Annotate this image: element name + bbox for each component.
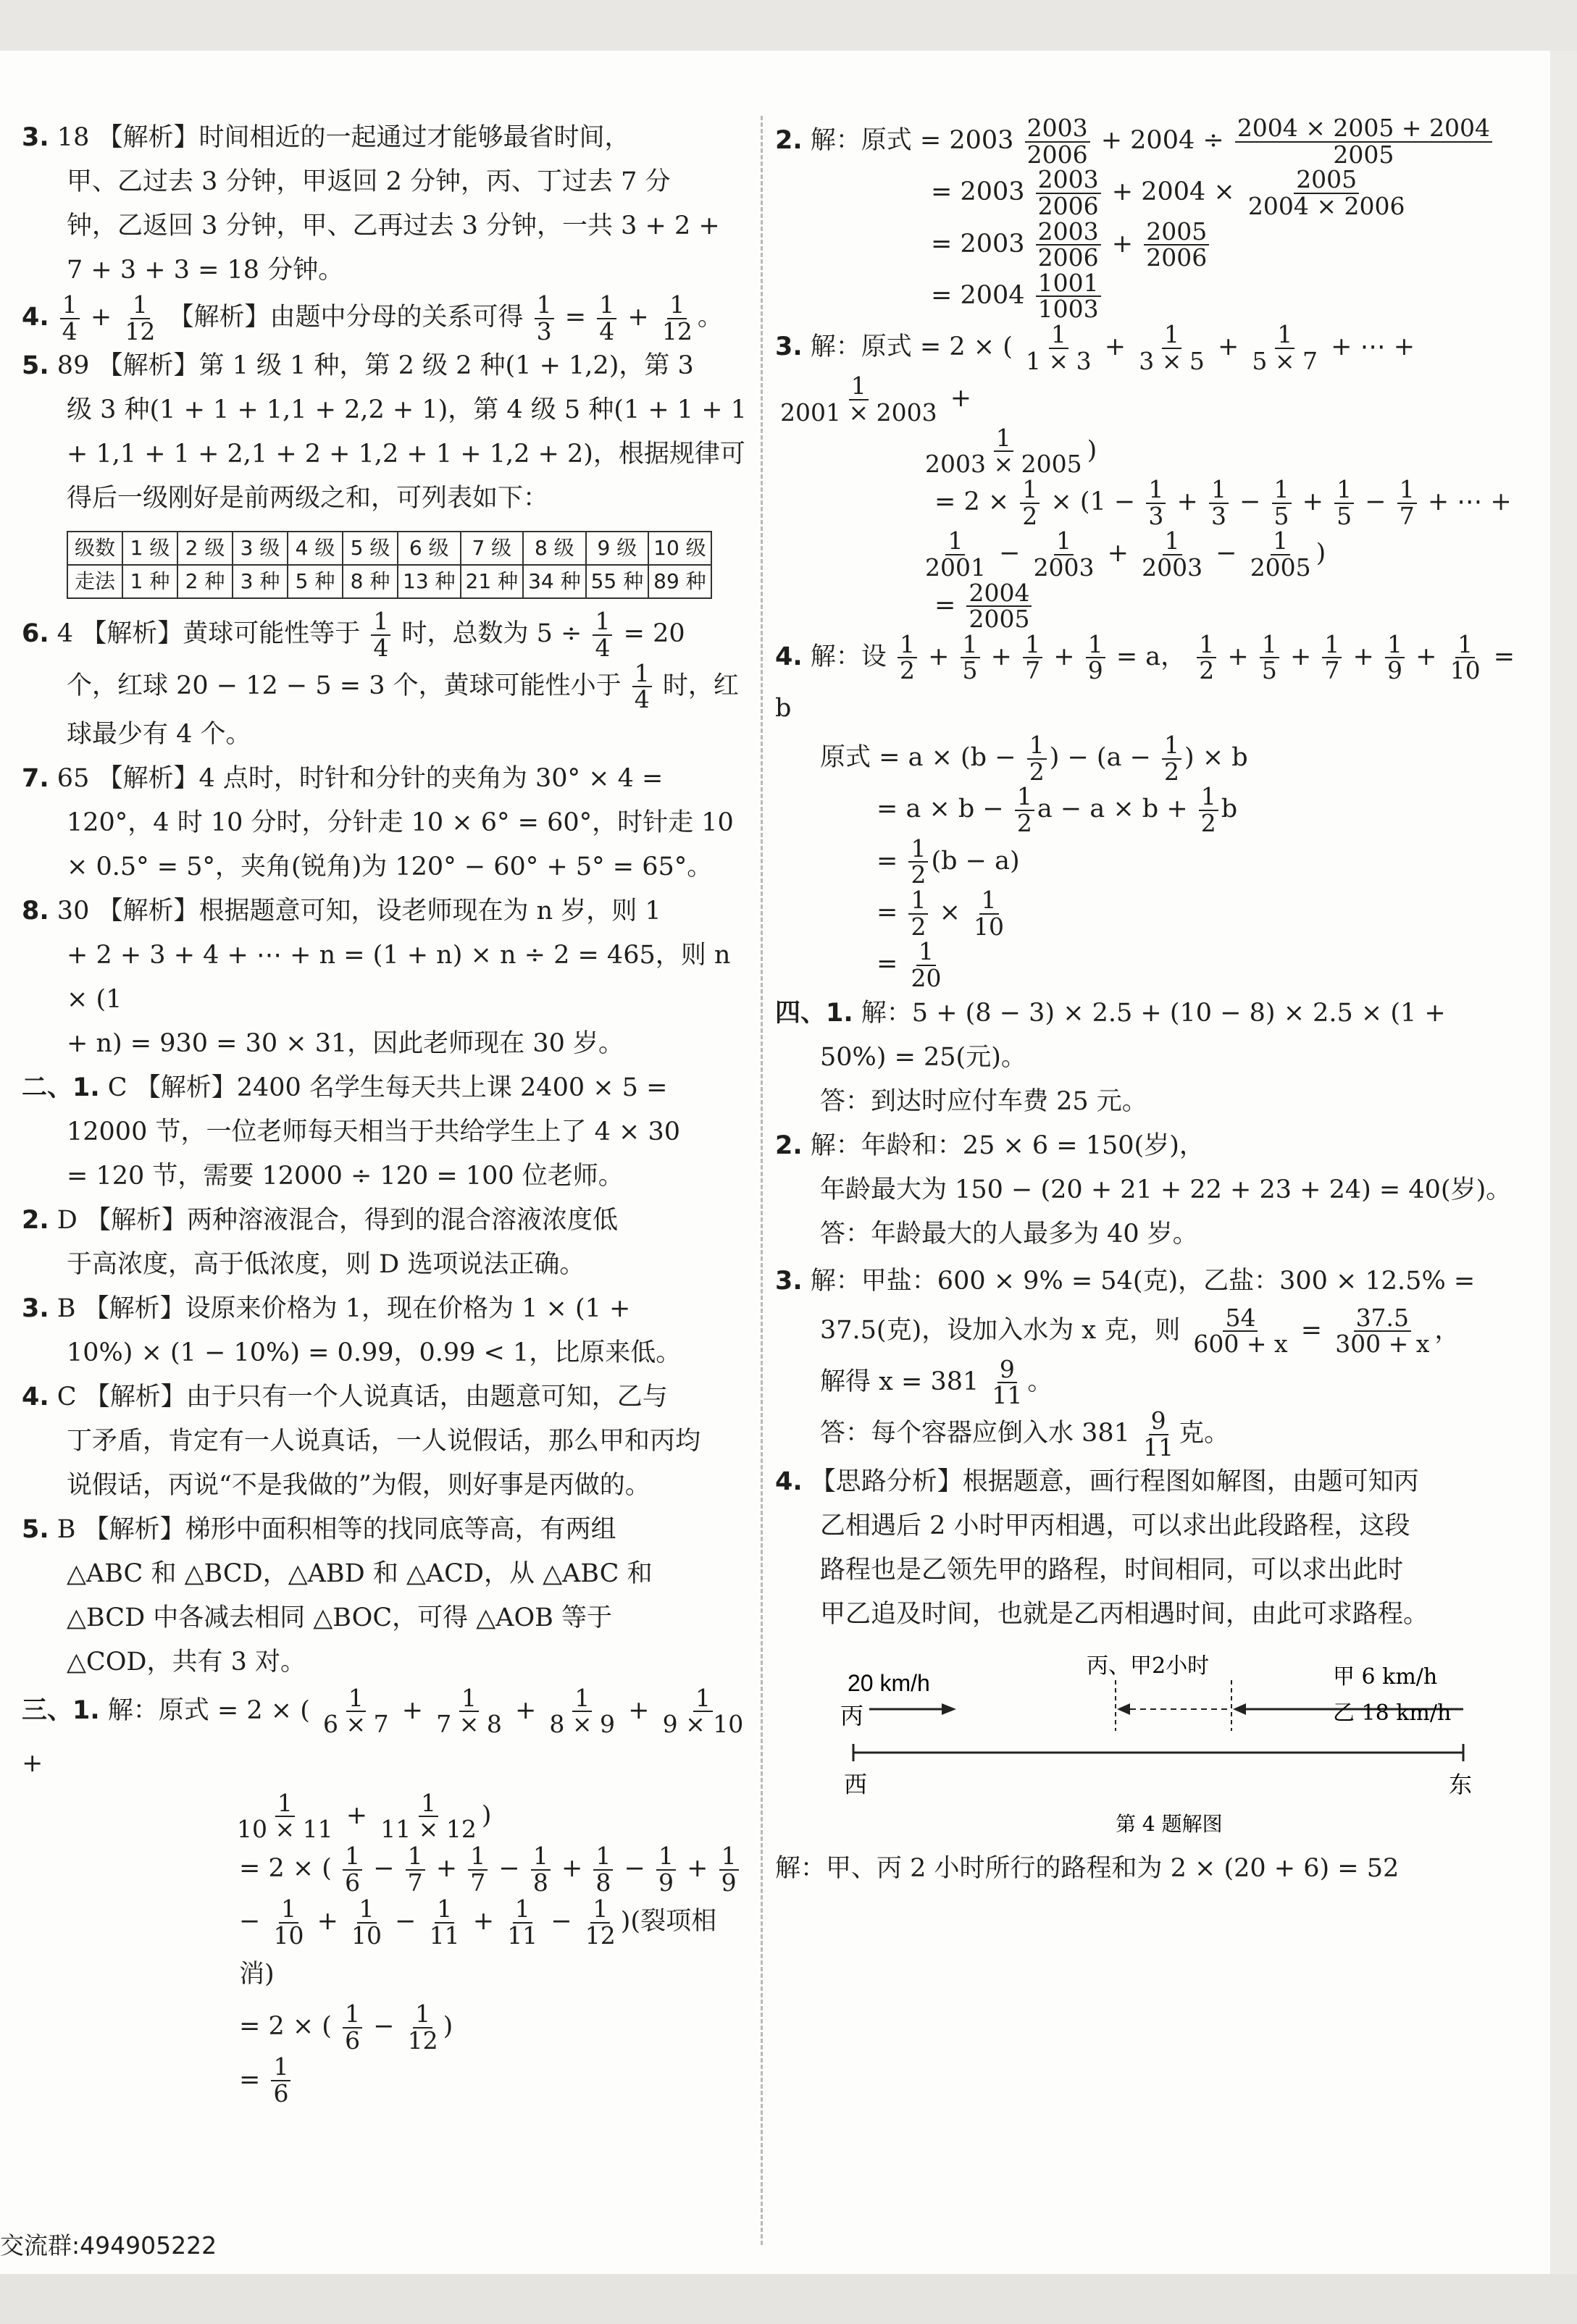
fraction: $\frac{1}{8 \times 9}$ xyxy=(549,1683,616,1739)
answer-text: 克。 xyxy=(1179,1419,1230,1448)
answer-text: 得后一级刚好是前两级之和，可列表如下： xyxy=(67,484,549,513)
fraction: $\frac{1}{2}$ xyxy=(1197,632,1216,684)
section3-answer-3: 3. 解：原式 = 2 × ( $\frac{1}{1 \times 3}$ + $\frac{1}{3 \times 5}$ + $\frac{1}{5 \times 7}$ + ⋯ + $\frac{1}{2001 \times 2003}$ + $\frac{1}{2003 \times 2005}$ ) = 2 × $\frac{1}{2}$ × (1 − $\frac{1}{3}$ + $\frac{1}{3}$ − $\frac{1}{5}$ + $\frac{1}{5}$ − $\frac{1}{7}$ + ⋯ + $\frac{1}{2001}$ − $\frac{1}{2003}$ + $\frac{1}{2003}$ − $\frac{1}{2005}$ ) = $\frac{2004}{2005}$ xyxy=(775,320,1512,634)
fraction: $\frac{1}{2}$ xyxy=(1199,784,1218,836)
fraction: $\frac{2003}{2006}$ xyxy=(1025,116,1090,167)
table-cell: 10 级 xyxy=(648,532,711,565)
table-cell: 2 级 xyxy=(177,532,233,565)
fraction: $\frac{1}{6 \times 7}$ xyxy=(323,1683,389,1739)
answer-text: 时，红 xyxy=(662,671,739,700)
answer-text: 【思路分析】根据题意，画行程图如解图，由题可知丙 xyxy=(810,1467,1419,1497)
punctuation: 。 xyxy=(697,303,723,332)
answer-8 xyxy=(22,889,750,1066)
fraction: $\frac{9}{11}$ xyxy=(992,1354,1023,1410)
section2-answer-5 xyxy=(22,1508,750,1685)
table-cell: 2 种 xyxy=(177,565,233,598)
fraction: $\frac{1}{7}$ xyxy=(468,1844,488,1895)
table-cell: 7 级 xyxy=(461,532,524,565)
item-number: 二、1. xyxy=(22,1073,100,1102)
section2-answer-3 xyxy=(22,1287,750,1375)
answer-text: 个，红球 20 − 12 − 5 = 3 个，黄球可能性小于 xyxy=(67,671,622,700)
speed-bing-label: 20 km/h xyxy=(848,1670,930,1697)
section4-answer-1 xyxy=(775,991,1536,1124)
answer-text: 解：原式 = 2 × ( xyxy=(810,332,1013,362)
answer-text: 钟，乙返回 3 分钟，甲、乙再过去 3 分钟，一共 3 + 2 + xyxy=(67,211,720,240)
answer-text: 路程也是乙领先甲的路程，时间相同，可以求出此时 xyxy=(820,1556,1404,1585)
answer-text: 37.5(克)，设加入水为 x 克，则 xyxy=(820,1315,1181,1345)
item-number: 4. xyxy=(22,1382,49,1411)
answer-text: 年龄最大为 150 − (20 + 21 + 22 + 23 + 24) = 40(岁)。 xyxy=(820,1175,1512,1204)
speed-jia-label: 甲 6 km/h xyxy=(1333,1664,1438,1690)
answer-text: 甲乙追及时间，也就是乙丙相遇时间，由此可求路程。 xyxy=(820,1600,1429,1629)
table-cell: 3 种 xyxy=(233,565,288,598)
fraction: $\frac{1}{4}$ xyxy=(593,609,612,660)
fraction: $\frac{1}{4}$ xyxy=(60,293,80,344)
table-cell: 走法 xyxy=(67,565,122,598)
section2-answer-2 xyxy=(22,1199,750,1287)
equation-text: b xyxy=(1221,794,1238,824)
item-number: 3. xyxy=(22,123,49,152)
answer-text: + 2 + 3 + 4 + ⋯ + n = (1 + n) × n ÷ 2 = 465，则 n × (1 xyxy=(67,940,731,1014)
table-cell: 13 种 xyxy=(398,565,461,598)
fraction: $\frac{1}{6}$ xyxy=(271,2055,290,2106)
answer-text: 解：原式 = 2003 xyxy=(810,126,1014,156)
equation-text: = 2 × ( xyxy=(239,2012,332,2042)
fraction: $\frac{1}{2}$ xyxy=(908,888,928,939)
fraction: $\frac{1}{20}$ xyxy=(911,937,942,992)
section2-answer-4 xyxy=(22,1375,750,1508)
equation-text: = 2 × ( xyxy=(239,1854,332,1884)
fraction: $\frac{1}{2}$ xyxy=(1162,733,1181,784)
table-cell: 55 种 xyxy=(586,565,649,598)
item-number: 4. xyxy=(775,1467,803,1497)
fraction: $\frac{1}{12}$ xyxy=(585,1895,616,1950)
table-cell: 3 级 xyxy=(233,532,288,565)
fraction: $\frac{1}{3}$ xyxy=(1146,477,1166,529)
answer-text: 解：年龄和：25 × 6 = 150(岁)， xyxy=(810,1130,1205,1160)
fraction: $\frac{1}{5}$ xyxy=(1334,477,1354,529)
item-number: 2. xyxy=(22,1205,49,1235)
answer-5 xyxy=(22,344,750,599)
scan-edge-bottom xyxy=(0,2274,1577,2324)
answer-text: D 【解析】两种溶液混合，得到的混合溶液浓度低 xyxy=(57,1205,618,1235)
fraction: $\frac{1}{3 \times 5}$ xyxy=(1139,320,1205,375)
fraction: $\frac{1}{7}$ xyxy=(406,1844,425,1895)
fraction: $\frac{2004}{2005}$ xyxy=(966,581,1032,632)
answer-text: 7 + 3 + 3 = 18 分钟。 xyxy=(67,256,344,285)
answer-text: 乙相遇后 2 小时甲丙相遇，可以求出此段路程，这段 xyxy=(820,1511,1410,1541)
fraction: $\frac{1}{11 \times 12}$ xyxy=(380,1788,477,1844)
table-row xyxy=(67,532,711,565)
fraction: $\frac{1}{7}$ xyxy=(1023,632,1042,684)
fraction: $\frac{1}{10}$ xyxy=(273,1895,304,1950)
equation-text: ) × b xyxy=(1184,743,1248,773)
diagram-caption: 第 4 题解图 xyxy=(1116,1812,1223,1837)
item-number: 3. xyxy=(775,332,803,362)
answer-text: 答：到达时应付车费 25 元。 xyxy=(820,1086,1147,1116)
fraction: $\frac{1}{9 \times 10}$ xyxy=(662,1683,744,1739)
fraction: $\frac{1}{2003}$ xyxy=(1033,527,1095,582)
west-label: 西 xyxy=(844,1771,868,1799)
travel-diagram xyxy=(826,1651,1521,1840)
answer-text: B 【解析】梯形中面积相等的找同底等高，有两组 xyxy=(57,1514,616,1544)
answer-text: 说假话，丙说“不是我做的”为假，则好事是丙做的。 xyxy=(67,1470,651,1500)
fraction: $\frac{1}{10}$ xyxy=(351,1895,382,1950)
table-cell: 1 级 xyxy=(122,532,177,565)
item-number: 4. xyxy=(22,303,49,332)
fraction: $\frac{2005}{2006}$ xyxy=(1144,219,1209,271)
jia-yi-arrow-head xyxy=(1233,1703,1246,1715)
left-column xyxy=(22,116,750,2107)
answer-text: 解：5 + (8 − 3) × 2.5 + (10 − 8) × 2.5 × (1 + xyxy=(861,998,1446,1028)
item-number: 7. xyxy=(22,763,49,793)
section3-answer-1: 三、1. 解：原式 = 2 × ( $\frac{1}{6 \times 7}$ + $\frac{1}{7 \times 8}$ + $\frac{1}{8 \times 9}$ + $\frac{1}{9 \times 10}$ + $\frac{1}{10 \times 11}$ + $\frac{1}{11 \times 12}$ ) = 2 × ( $\frac{1}{6}$ − $\frac{1}{7}$ + $\frac{1}{7}$ − $\frac{1}{8}$ + $\frac{1}{8}$ − $\frac{1}{9}$ + $\frac{1}{9}$ − $\frac{1}{10}$ + $\frac{1}{10}$ − $\frac{1}{11}$ + $\frac{1}{11}$ − $\frac{1}{12}$ )(裂项相消) = 2 × ( $\frac{1}{6}$ − $\frac{1}{12}$ ) = $\frac{1}{6}$ xyxy=(22,1685,750,2107)
fraction: $\frac{1}{10}$ xyxy=(1450,629,1481,685)
bing-arrow-head xyxy=(942,1703,956,1715)
answer-text: △BCD 中各减去相同 △BOC，可得 △AOB 等于 xyxy=(67,1603,612,1632)
note-text: (裂项相消) xyxy=(239,1907,717,1989)
answer-7 xyxy=(22,757,750,889)
table-cell: 5 级 xyxy=(343,532,398,565)
fraction: $\frac{1}{1 \times 3}$ xyxy=(1026,320,1092,375)
item-number: 4. xyxy=(775,642,803,671)
fraction: $\frac{1}{7}$ xyxy=(1397,477,1417,529)
answer-text: 解得 x = 381 xyxy=(820,1367,979,1396)
equation-text: 原式 = a × (b − xyxy=(820,743,1016,773)
fraction: $\frac{2003}{2006}$ xyxy=(1036,167,1101,219)
right-column xyxy=(775,116,1536,1891)
east-label: 东 xyxy=(1449,1771,1473,1799)
answer-text: △COD，共有 3 对。 xyxy=(67,1647,306,1677)
fraction: $\frac{1}{10}$ xyxy=(974,885,1005,941)
answer-text: B 【解析】设原来价格为 1，现在价格为 1 × (1 + xyxy=(57,1293,631,1323)
answer-text: = 20 xyxy=(623,619,685,649)
fraction: $\frac{1}{9}$ xyxy=(656,1844,676,1895)
answer-text: 于高浓度，高于低浓度，则 D 选项说法正确。 xyxy=(67,1249,585,1279)
answer-text: 18 【解析】时间相近的一起通过才能够最省时间， xyxy=(57,123,630,152)
fraction: $\frac{37.5}{300 + x}$ xyxy=(1335,1303,1430,1359)
answer-text: 时，总数为 5 ÷ xyxy=(401,619,582,649)
fraction: $\frac{1}{10 \times 11}$ xyxy=(237,1788,333,1844)
fraction: $\frac{1}{11}$ xyxy=(507,1895,538,1950)
fraction: $\frac{1}{5}$ xyxy=(1272,477,1292,529)
answer-6 xyxy=(22,609,750,757)
table-cell: 34 种 xyxy=(523,565,586,598)
fraction: $\frac{1}{7 \times 8}$ xyxy=(436,1683,502,1739)
fraction: $\frac{1}{5 \times 7}$ xyxy=(1252,320,1318,375)
answer-text: + 1,1 + 1 + 2,1 + 2 + 1,2 + 1 + 1,2 + 2)，根据规律可 xyxy=(67,440,745,469)
answer-text: 解：设 xyxy=(810,642,887,671)
answer-text: 89 【解析】第 1 级 1 种，第 2 级 2 种(1 + 1,2)，第 3 xyxy=(57,351,694,381)
scan-edge-right xyxy=(1550,51,1577,2274)
footer-group-number: 交流群:494905222 xyxy=(0,2231,217,2260)
fraction: $\frac{1}{12}$ xyxy=(125,290,156,345)
fraction: $\frac{1}{8}$ xyxy=(531,1844,551,1895)
answer-text: 解：甲盐：600 × 9% = 54(克)，乙盐：300 × 12.5% = xyxy=(810,1266,1476,1296)
answer-text: 丁矛盾，肯定有一人说真话，一人说假话，那么甲和丙均 xyxy=(67,1426,701,1456)
item-number: 三、1. xyxy=(22,1695,100,1725)
item-number: 2. xyxy=(775,1130,803,1160)
answer-4: 4. $\frac{1}{4}$ + $\frac{1}{12}$ 【解析】由题中分母的关系可得 $\frac{1}{3}$ = $\frac{1}{4}$ + $\frac{1}{12}$ 。 xyxy=(22,290,723,345)
answer-text: 级 3 种(1 + 1 + 1,1 + 2,2 + 1)，第 4 级 5 种(1 + 1 + 1 xyxy=(67,395,747,425)
answer-text: × 0.5° = 5°，夹角(锐角)为 120° − 60° + 5° = 65°。 xyxy=(67,852,713,881)
section4-answer-4 xyxy=(775,1460,1536,1891)
table-cell: 21 种 xyxy=(461,565,524,598)
fraction: $\frac{1}{7}$ xyxy=(1322,632,1342,684)
answer-text: 4 【解析】黄球可能性等于 xyxy=(57,619,361,649)
fraction: $\frac{1}{3}$ xyxy=(1209,477,1229,529)
answer-text: C 【解析】2400 名学生每天共上课 2400 × 5 = xyxy=(107,1073,668,1102)
column-divider xyxy=(761,116,763,2245)
table-cell: 4 级 xyxy=(288,532,343,565)
fraction: $\frac{1}{6}$ xyxy=(343,1844,362,1895)
answer-text: 甲、乙过去 3 分钟，甲返回 2 分钟，丙、丁过去 7 分 xyxy=(67,167,671,196)
table-cell: 5 种 xyxy=(288,565,343,598)
fraction: $\frac{1}{2005}$ xyxy=(1250,527,1311,582)
fraction: $\frac{1}{2001}$ xyxy=(925,527,986,582)
fraction: $\frac{1}{4}$ xyxy=(371,609,390,660)
table-cell: 89 种 xyxy=(648,565,711,598)
answer-text: 65 【解析】4 点时，时针和分针的夹角为 30° × 4 = xyxy=(57,763,664,793)
fraction: $\frac{1}{6}$ xyxy=(343,2002,362,2053)
fraction: $\frac{1}{9}$ xyxy=(1086,632,1105,684)
fraction: $\frac{1}{9}$ xyxy=(719,1844,739,1895)
table-cell: 9 级 xyxy=(586,532,649,565)
fraction: $\frac{1}{2003}$ xyxy=(1142,527,1203,582)
fraction: $\frac{1}{8}$ xyxy=(593,1844,613,1895)
section3-answer-2: 2. 解：原式 = 2003 $\frac{2003}{2006}$ + 2004 ÷ $\frac{2004 \times 2005 + 2004}{2005}$ = 2003 $\frac{2003}{2006}$ + 2004 × $\frac{2005}{2004 \times 2006}$ = 2003 $\frac{2003}{2006}$ + $\frac{2005}{2006}$ = 2004 $\frac{1001}{1003}$ xyxy=(775,116,1536,322)
answer-text: = 120 节，需要 12000 ÷ 120 = 100 位老师。 xyxy=(67,1161,624,1191)
fraction: $\frac{1}{2}$ xyxy=(908,836,928,888)
top-label: 丙、甲2小时 xyxy=(1087,1653,1210,1679)
fraction: $\frac{1}{5}$ xyxy=(961,632,980,684)
fraction: $\frac{54}{600 + x}$ xyxy=(1193,1303,1288,1359)
fraction: $\frac{2003}{2006}$ xyxy=(1036,219,1101,271)
fraction: $\frac{2004 \times 2005 + 2004}{2005}$ xyxy=(1235,116,1492,167)
fraction: $\frac{1}{2003 \times 2005}$ xyxy=(925,423,1082,479)
item-number: 8. xyxy=(22,896,49,926)
fraction: $\frac{1}{11}$ xyxy=(429,1895,460,1950)
fraction: $\frac{1}{2}$ xyxy=(1020,477,1040,529)
item-number: 5. xyxy=(22,351,49,381)
section2-answer-1 xyxy=(22,1066,750,1199)
table-row xyxy=(67,565,711,598)
speed-yi-label: 乙 18 km/h xyxy=(1333,1700,1452,1727)
answer-text: 解：甲、丙 2 小时所行的路程和为 2 × (20 + 6) = 52 xyxy=(775,1854,1400,1884)
fraction: $\frac{1}{2}$ xyxy=(898,632,917,684)
equation-text: (b − a) xyxy=(931,846,1020,876)
item-number: 3. xyxy=(22,1293,49,1323)
item-number: 3. xyxy=(775,1266,803,1296)
fraction: $\frac{1}{2}$ xyxy=(1015,784,1034,836)
answer-text: 12000 节，一位老师每天相当于共给学生上了 4 × 30 xyxy=(67,1117,680,1146)
answer-text: C 【解析】由于只有一个人说真话，由题意可知，乙与 xyxy=(57,1382,668,1411)
item-number: 四、1. xyxy=(775,998,853,1028)
fraction: $\frac{1}{2001 \times 2003}$ xyxy=(780,372,937,427)
item-number: 2. xyxy=(775,126,803,156)
table-cell: 级数 xyxy=(67,532,122,565)
table-cell: 1 种 xyxy=(122,565,177,598)
table-cell: 6 级 xyxy=(398,532,461,565)
section4-answer-2 xyxy=(775,1124,1536,1257)
answer-text: 答：年龄最大的人最多为 40 岁。 xyxy=(820,1219,1198,1249)
answer-text: 120°，4 时 10 分时，分针走 10 × 6° = 60°，时针走 10 xyxy=(67,807,734,837)
answer-text: 【解析】由题中分母的关系可得 xyxy=(168,303,524,332)
section3-answer-4: 4. 解：设 $\frac{1}{2}$ + $\frac{1}{5}$ + $\frac{1}{7}$ + $\frac{1}{9}$ = a， $\frac{1}{2}$ + $\frac{1}{5}$ + $\frac{1}{7}$ + $\frac{1}{9}$ + $\frac{1}{10}$ = b 原式 = a × (b − $\frac{1}{2}$ ) − (a − $\frac{1}{2}$ ) × b = a × b − $\frac{1}{2}$ a − a × b + $\frac{1}{2}$ b = $\frac{1}{2}$ (b − a) = $\frac{1}{2}$ × $\frac{1}{10}$ = $\frac{1}{20}$ xyxy=(775,629,1515,992)
answer-text: △ABC 和 △BCD，△ABD 和 △ACD，从 △ABC 和 xyxy=(67,1559,653,1588)
answer-text: 答：每个容器应倒入水 381 xyxy=(820,1419,1130,1448)
fraction: $\frac{1}{2}$ xyxy=(1027,733,1047,784)
scan-edge-top xyxy=(0,0,1577,51)
fraction: $\frac{1}{12}$ xyxy=(407,2000,438,2055)
equation-text: ) − (a − xyxy=(1049,743,1151,773)
fraction: $\frac{1001}{1003}$ xyxy=(1036,271,1101,322)
answer-text: 10%) × (1 − 10%) = 0.99，0.99 < 1，比原来低。 xyxy=(67,1338,682,1367)
fraction: $\frac{1}{9}$ xyxy=(1385,632,1405,684)
equation-text: a − a × b + xyxy=(1037,794,1188,824)
table-cell: 8 级 xyxy=(523,532,586,565)
answer-text: + n) = 930 = 30 × 31，因此老师现在 30 岁。 xyxy=(67,1028,624,1058)
equation-text: = a × b − xyxy=(877,794,1004,824)
steps-table xyxy=(67,531,712,599)
item-number: 6. xyxy=(22,619,49,649)
fraction: $\frac{2005}{2004 \times 2006}$ xyxy=(1247,165,1405,220)
fraction: $\frac{1}{5}$ xyxy=(1260,632,1279,684)
answer-3 xyxy=(22,116,750,293)
section4-answer-3: 3. 解：甲盐：600 × 9% = 54(克)，乙盐：300 × 12.5% = 37.5(克)，设加入水为 x 克，则 $\frac{54}{600 + x}$ = $\frac{37.5}{300 + x}$ ， 解得 x = 381 $\frac{9}{11}$ 。 答：每个容器应倒入水 381 $\frac{9}{11}$ 克。 xyxy=(775,1257,1536,1461)
item-number: 5. xyxy=(22,1514,49,1544)
fraction: $\frac{1}{12}$ xyxy=(661,290,693,345)
fraction: $\frac{1}{4}$ xyxy=(597,293,616,344)
fraction: $\frac{1}{3}$ xyxy=(535,293,554,344)
equation-text: = xyxy=(239,2065,261,2094)
answer-text: 解：原式 = 2 × ( xyxy=(107,1695,310,1725)
answer-text: 30 【解析】根据题意可知，设老师现在为 n 岁，则 1 xyxy=(57,896,661,926)
table-cell: 8 种 xyxy=(343,565,398,598)
answer-text: 球最少有 4 个。 xyxy=(67,719,251,749)
bing-label: 丙 xyxy=(840,1702,864,1730)
fraction: $\frac{1}{4}$ xyxy=(632,661,652,713)
answer-text: 50%) = 25(元)。 xyxy=(820,1042,1026,1072)
gap-arrow-head xyxy=(1117,1703,1130,1715)
fraction: $\frac{9}{11}$ xyxy=(1143,1406,1174,1461)
